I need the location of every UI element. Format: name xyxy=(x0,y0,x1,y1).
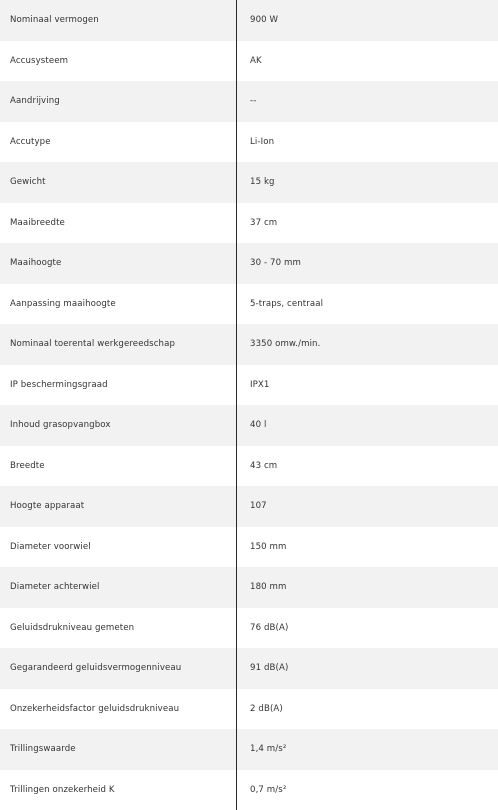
spec-label: Gewicht xyxy=(0,162,237,203)
table-row xyxy=(0,365,498,406)
spec-label: Aandrijving xyxy=(0,81,237,122)
table-row xyxy=(0,527,498,568)
spec-value: 1,4 m/s² xyxy=(250,744,287,755)
spec-label: Breedte xyxy=(0,446,237,487)
spec-value: 180 mm xyxy=(250,582,287,593)
table-row xyxy=(0,324,498,365)
spec-label: Inhoud grasopvangbox xyxy=(0,405,237,446)
spec-value: Li-Ion xyxy=(250,136,275,147)
table-row xyxy=(0,162,498,203)
spec-label: Diameter achterwiel xyxy=(0,567,237,608)
spec-value: 37 cm xyxy=(250,217,278,228)
spec-value: 900 W xyxy=(250,15,279,26)
spec-value: -- xyxy=(250,96,257,107)
spec-value: 40 l xyxy=(250,420,267,431)
spec-value: 0,7 m/s² xyxy=(250,784,287,795)
table-row xyxy=(0,405,498,446)
spec-value: 2 dB(A) xyxy=(250,703,283,714)
table-row xyxy=(0,41,498,82)
spec-value: IPX1 xyxy=(250,379,270,390)
spec-label: Diameter voorwiel xyxy=(0,527,237,568)
spec-value: 107 xyxy=(250,501,267,512)
spec-label: Hoogte apparaat xyxy=(0,486,237,527)
spec-value: 150 mm xyxy=(250,541,287,552)
spec-label: Aanpassing maaihoogte xyxy=(0,284,237,325)
table-row xyxy=(0,81,498,122)
spec-label: Nominaal toerental werkgereedschap xyxy=(0,324,237,365)
spec-label: Accutype xyxy=(0,122,237,163)
table-row xyxy=(0,0,498,41)
spec-value: 30 - 70 mm xyxy=(250,258,301,269)
table-row xyxy=(0,284,498,325)
table-row xyxy=(0,608,498,649)
table-row xyxy=(0,122,498,163)
spec-value: 91 dB(A) xyxy=(250,663,289,674)
spec-label: IP beschermingsgraad xyxy=(0,365,237,406)
spec-label: Trillingen onzekerheid K xyxy=(0,770,237,810)
table-row xyxy=(0,770,498,810)
spec-label: Maaihoogte xyxy=(0,243,237,284)
spec-label: Nominaal vermogen xyxy=(0,0,237,41)
table-row xyxy=(0,243,498,284)
table-row xyxy=(0,648,498,689)
spec-label: Gegarandeerd geluidsvermogenniveau xyxy=(0,648,237,689)
table-row xyxy=(0,689,498,730)
table-row xyxy=(0,486,498,527)
spec-value: 43 cm xyxy=(250,460,278,471)
table-row xyxy=(0,567,498,608)
spec-value: 76 dB(A) xyxy=(250,622,289,633)
spec-value: 3350 omw./min. xyxy=(250,339,321,350)
spec-label: Accusysteem xyxy=(0,41,237,82)
spec-label: Onzekerheidsfactor geluidsdrukniveau xyxy=(0,689,237,730)
spec-value: AK xyxy=(250,55,262,66)
table-row xyxy=(0,729,498,770)
spec-value: 5-traps, centraal xyxy=(250,298,324,309)
spec-label: Maaibreedte xyxy=(0,203,237,244)
table-row xyxy=(0,203,498,244)
spec-label: Geluidsdrukniveau gemeten xyxy=(0,608,237,649)
spec-label: Trillingswaarde xyxy=(0,729,237,770)
table-row xyxy=(0,446,498,487)
spec-value: 15 kg xyxy=(250,177,275,188)
